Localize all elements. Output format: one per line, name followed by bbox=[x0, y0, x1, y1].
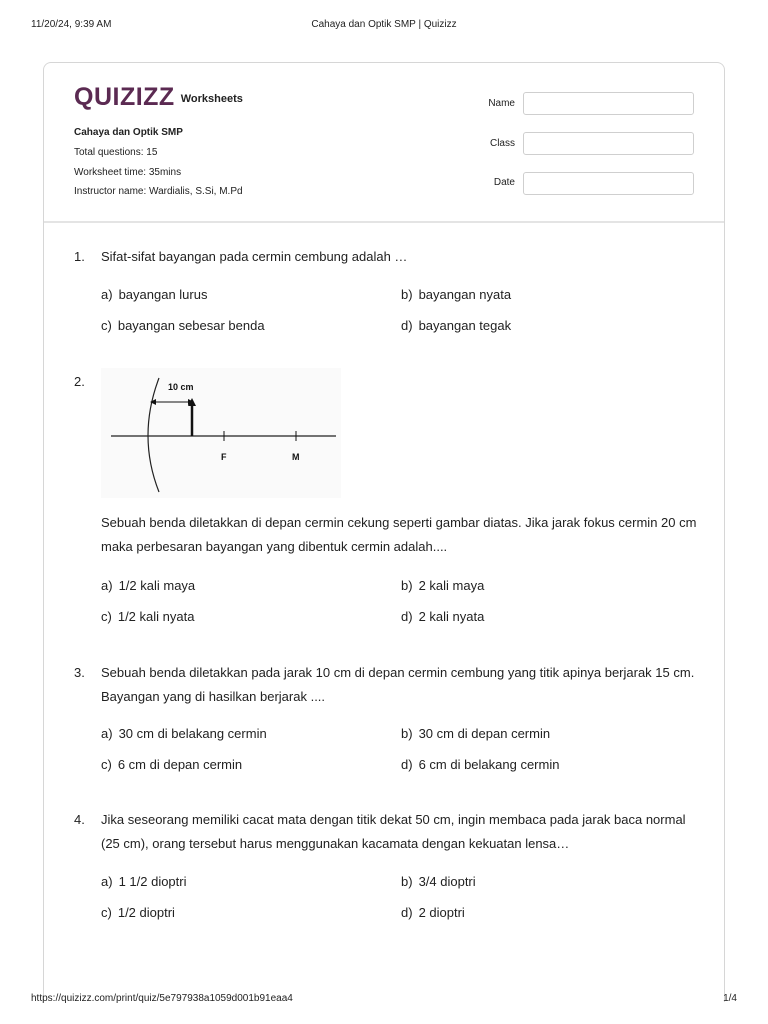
option-text: bayangan lurus bbox=[118, 287, 208, 302]
question-text bbox=[101, 511, 701, 559]
option-b[interactable] bbox=[401, 874, 476, 889]
option-c[interactable] bbox=[101, 905, 175, 920]
question-number: 4. bbox=[74, 812, 85, 827]
option-c[interactable] bbox=[101, 318, 265, 333]
date-field[interactable] bbox=[523, 172, 694, 195]
option-d[interactable] bbox=[401, 757, 559, 772]
diagram-background bbox=[101, 368, 341, 498]
total-questions: Total questions: 15 bbox=[74, 147, 158, 158]
option-a[interactable] bbox=[101, 874, 187, 889]
option-letter: c) bbox=[101, 318, 112, 333]
option-b[interactable] bbox=[401, 726, 550, 741]
question-line: Bayangan yang di hasilkan berjarak .... bbox=[101, 689, 326, 704]
question-line: Sifat-sifat bayangan pada cermin cembung adalah … bbox=[101, 249, 408, 264]
logo-subtitle: Worksheets bbox=[180, 92, 243, 105]
option-letter: b) bbox=[401, 726, 413, 741]
class-field[interactable] bbox=[523, 132, 694, 155]
distance-label: 10 cm bbox=[168, 382, 194, 392]
quiz-title: Cahaya dan Optik SMP bbox=[74, 127, 183, 138]
question-text bbox=[101, 808, 701, 856]
print-datetime: 11/20/24, 9:39 AM bbox=[31, 19, 112, 30]
print-header bbox=[31, 19, 737, 33]
option-letter: c) bbox=[101, 609, 112, 624]
option-letter: c) bbox=[101, 905, 112, 920]
question-number: 3. bbox=[74, 665, 85, 680]
option-text: 1/2 dioptri bbox=[117, 905, 175, 920]
class-label: Class bbox=[489, 138, 515, 149]
option-a[interactable] bbox=[101, 578, 195, 593]
option-text: 2 dioptri bbox=[418, 905, 465, 920]
focal-label: F bbox=[221, 452, 227, 462]
option-text: bayangan tegak bbox=[418, 318, 512, 333]
worksheet-header bbox=[44, 63, 724, 223]
option-text: 30 cm di depan cermin bbox=[418, 726, 551, 741]
print-title: Cahaya dan Optik SMP | Quizizz bbox=[311, 19, 457, 30]
option-a[interactable] bbox=[101, 287, 207, 302]
option-d[interactable] bbox=[401, 318, 511, 333]
option-letter: a) bbox=[101, 578, 113, 593]
option-c[interactable] bbox=[101, 609, 194, 624]
worksheet bbox=[43, 62, 725, 1002]
question-number: 1. bbox=[74, 249, 85, 264]
question-line: maka perbesaran bayangan yang dibentuk cermin adalah.... bbox=[101, 539, 448, 554]
option-d[interactable] bbox=[401, 609, 484, 624]
date-label: Date bbox=[493, 177, 515, 188]
mirror-diagram bbox=[101, 368, 341, 498]
option-text: 1/2 kali maya bbox=[118, 578, 196, 593]
question-text bbox=[101, 245, 701, 269]
question-line: Sebuah benda diletakkan pada jarak 10 cm di depan cermin cembung yang titik apinya berjarak 15 cm. bbox=[101, 665, 695, 680]
option-text: 2 kali maya bbox=[418, 578, 485, 593]
option-b[interactable] bbox=[401, 578, 484, 593]
option-letter: d) bbox=[401, 757, 413, 772]
name-label: Name bbox=[488, 98, 515, 109]
option-text: bayangan nyata bbox=[418, 287, 512, 302]
logo-wordmark: QUIZIZZ bbox=[74, 82, 175, 111]
option-letter: d) bbox=[401, 905, 413, 920]
option-letter: d) bbox=[401, 609, 413, 624]
option-text: 1 1/2 dioptri bbox=[118, 874, 187, 889]
quizizz-logo bbox=[74, 84, 243, 110]
option-text: 6 cm di belakang cermin bbox=[418, 757, 560, 772]
option-letter: a) bbox=[101, 726, 113, 741]
question-line: (25 cm), orang tersebut harus menggunakan kacamata dengan kekuatan lensa… bbox=[101, 836, 570, 851]
question-number: 2. bbox=[74, 374, 85, 389]
worksheet-time: Worksheet time: 35mins bbox=[74, 167, 182, 178]
option-letter: a) bbox=[101, 287, 113, 302]
question-text bbox=[101, 661, 701, 709]
option-a[interactable] bbox=[101, 726, 267, 741]
option-letter: a) bbox=[101, 874, 113, 889]
instructor-name: Instructor name: Wardialis, S.Si, M.Pd bbox=[74, 186, 243, 197]
option-text: 30 cm di belakang cermin bbox=[118, 726, 267, 741]
option-c[interactable] bbox=[101, 757, 242, 772]
center-label: M bbox=[292, 452, 300, 462]
option-b[interactable] bbox=[401, 287, 511, 302]
option-text: bayangan sebesar benda bbox=[117, 318, 265, 333]
option-text: 2 kali nyata bbox=[418, 609, 485, 624]
print-footer bbox=[31, 993, 737, 1007]
option-letter: b) bbox=[401, 578, 413, 593]
name-field[interactable] bbox=[523, 92, 694, 115]
option-d[interactable] bbox=[401, 905, 465, 920]
option-letter: b) bbox=[401, 287, 413, 302]
option-letter: c) bbox=[101, 757, 112, 772]
page-number: 1/4 bbox=[723, 993, 737, 1004]
print-url: https://quizizz.com/print/quiz/5e797938a1059d001b91eaa4 bbox=[31, 993, 293, 1004]
option-text: 3/4 dioptri bbox=[418, 874, 476, 889]
option-letter: d) bbox=[401, 318, 413, 333]
question-line: Jika seseorang memiliki cacat mata dengan titik dekat 50 cm, ingin membaca pada jarak baca normal bbox=[101, 812, 686, 827]
question-line: Sebuah benda diletakkan di depan cermin cekung seperti gambar diatas. Jika jarak fokus cermin 20 cm bbox=[101, 515, 697, 530]
option-letter: b) bbox=[401, 874, 413, 889]
option-text: 6 cm di depan cermin bbox=[117, 757, 243, 772]
option-text: 1/2 kali nyata bbox=[117, 609, 195, 624]
